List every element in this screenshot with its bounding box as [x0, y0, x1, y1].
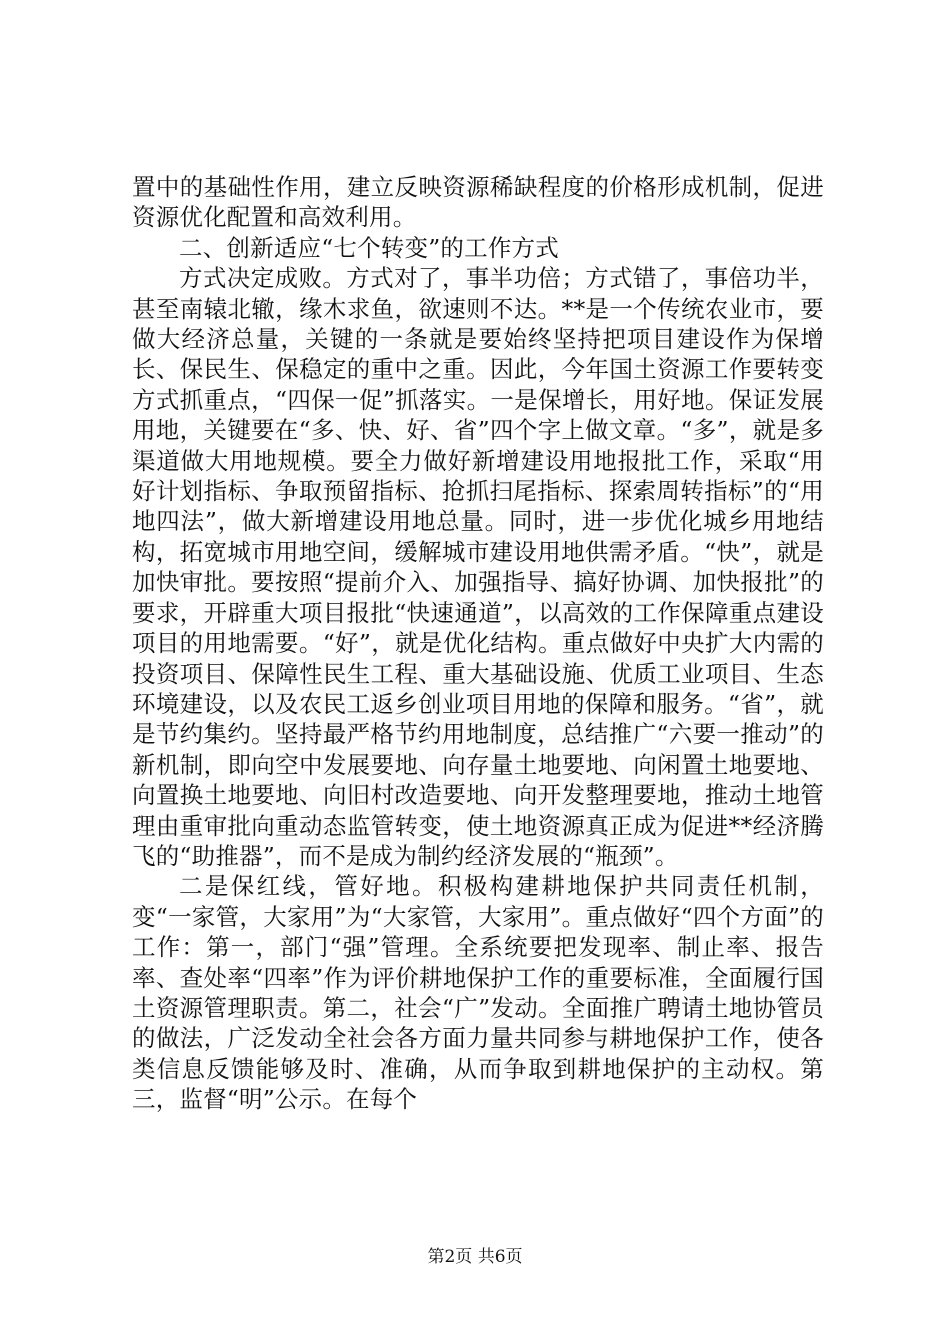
document-body — [132, 172, 824, 1115]
section-heading: 二、创新适应“七个转变”的工作方式 — [179, 233, 559, 262]
paragraph-continuation: 置中的基础性作用，建立反映资源稀缺程度的价格形成机制，促进资源优化配置和高效利用。 — [132, 173, 824, 232]
paragraph: 二是保红线，管好地。积极构建耕地保护共同责任机制，变“一家管，大家用”为“大家管，大家用”。重点做好“四个方面”的工作：第一，部门“强”管理。全系统要把发现率、制止率、报告率、查处率“四率”作为评价耕地保护工作的重要标准，全面履行国土资源管理职责。第二，社会“广”发动。全面推广聘请土地协管员的做法，广泛发动全社会各方面力量共同参与耕地保护工作，使各类信息反馈能够及时、准确，从而争取到耕地保护的主动权。第三，监督“明”公示。在每个 — [132, 872, 824, 1114]
page-footer: 第2页 共6页 — [427, 1247, 523, 1267]
paragraph: 方式决定成败。方式对了，事半功倍；方式错了，事倍功半，甚至南辕北辙，缘木求鱼，欲速则不达。**是一个传统农业市，要做大经济总量，关键的一条就是要始终坚持把项目建设作为保增长、保民生、保稳定的重中之重。因此，今年国土资源工作要转变方式抓重点，“四保一促”抓落实。一是保增长，用好地。保证发展用地，关键要在“多、快、好、省”四个字上做文章。“多”，就是多渠道做大用地规模。要全力做好新增建设用地报批工作，采取“用好计划指标、争取预留指标、抢抓扫尾指标、探索周转指标”的“用地四法”，做大新增建设用地总量。同时，进一步优化城乡用地结构，拓宽城市用地空间，缓解城市建设用地供需矛盾。“快”，就是加快审批。要按照“提前介入、加强指导、搞好协调、加快报批”的要求，开辟重大项目报批“快速通道”，以高效的工作保障重点建设项目的用地需要。“好”，就是优化结构。重点做好中央扩大内需的投资项目、保障性民生工程、重大基础设施、优质工业项目、生态环境建设，以及农民工返乡创业项目用地的保障和服务。“省”，就是节约集约。坚持最严格节约用地制度，总结推广“六要一推动”的新机制，即向空中发展要地、向存量土地要地、向闲置土地要地、向置换土地要地、向旧村改造要地、向开发整理要地，推动土地管理由重审批向重动态监管转变，使土地资源真正成为促进**经济腾飞的“助推器”，而不是成为制约经济发展的“瓶颈”。 — [132, 264, 824, 870]
